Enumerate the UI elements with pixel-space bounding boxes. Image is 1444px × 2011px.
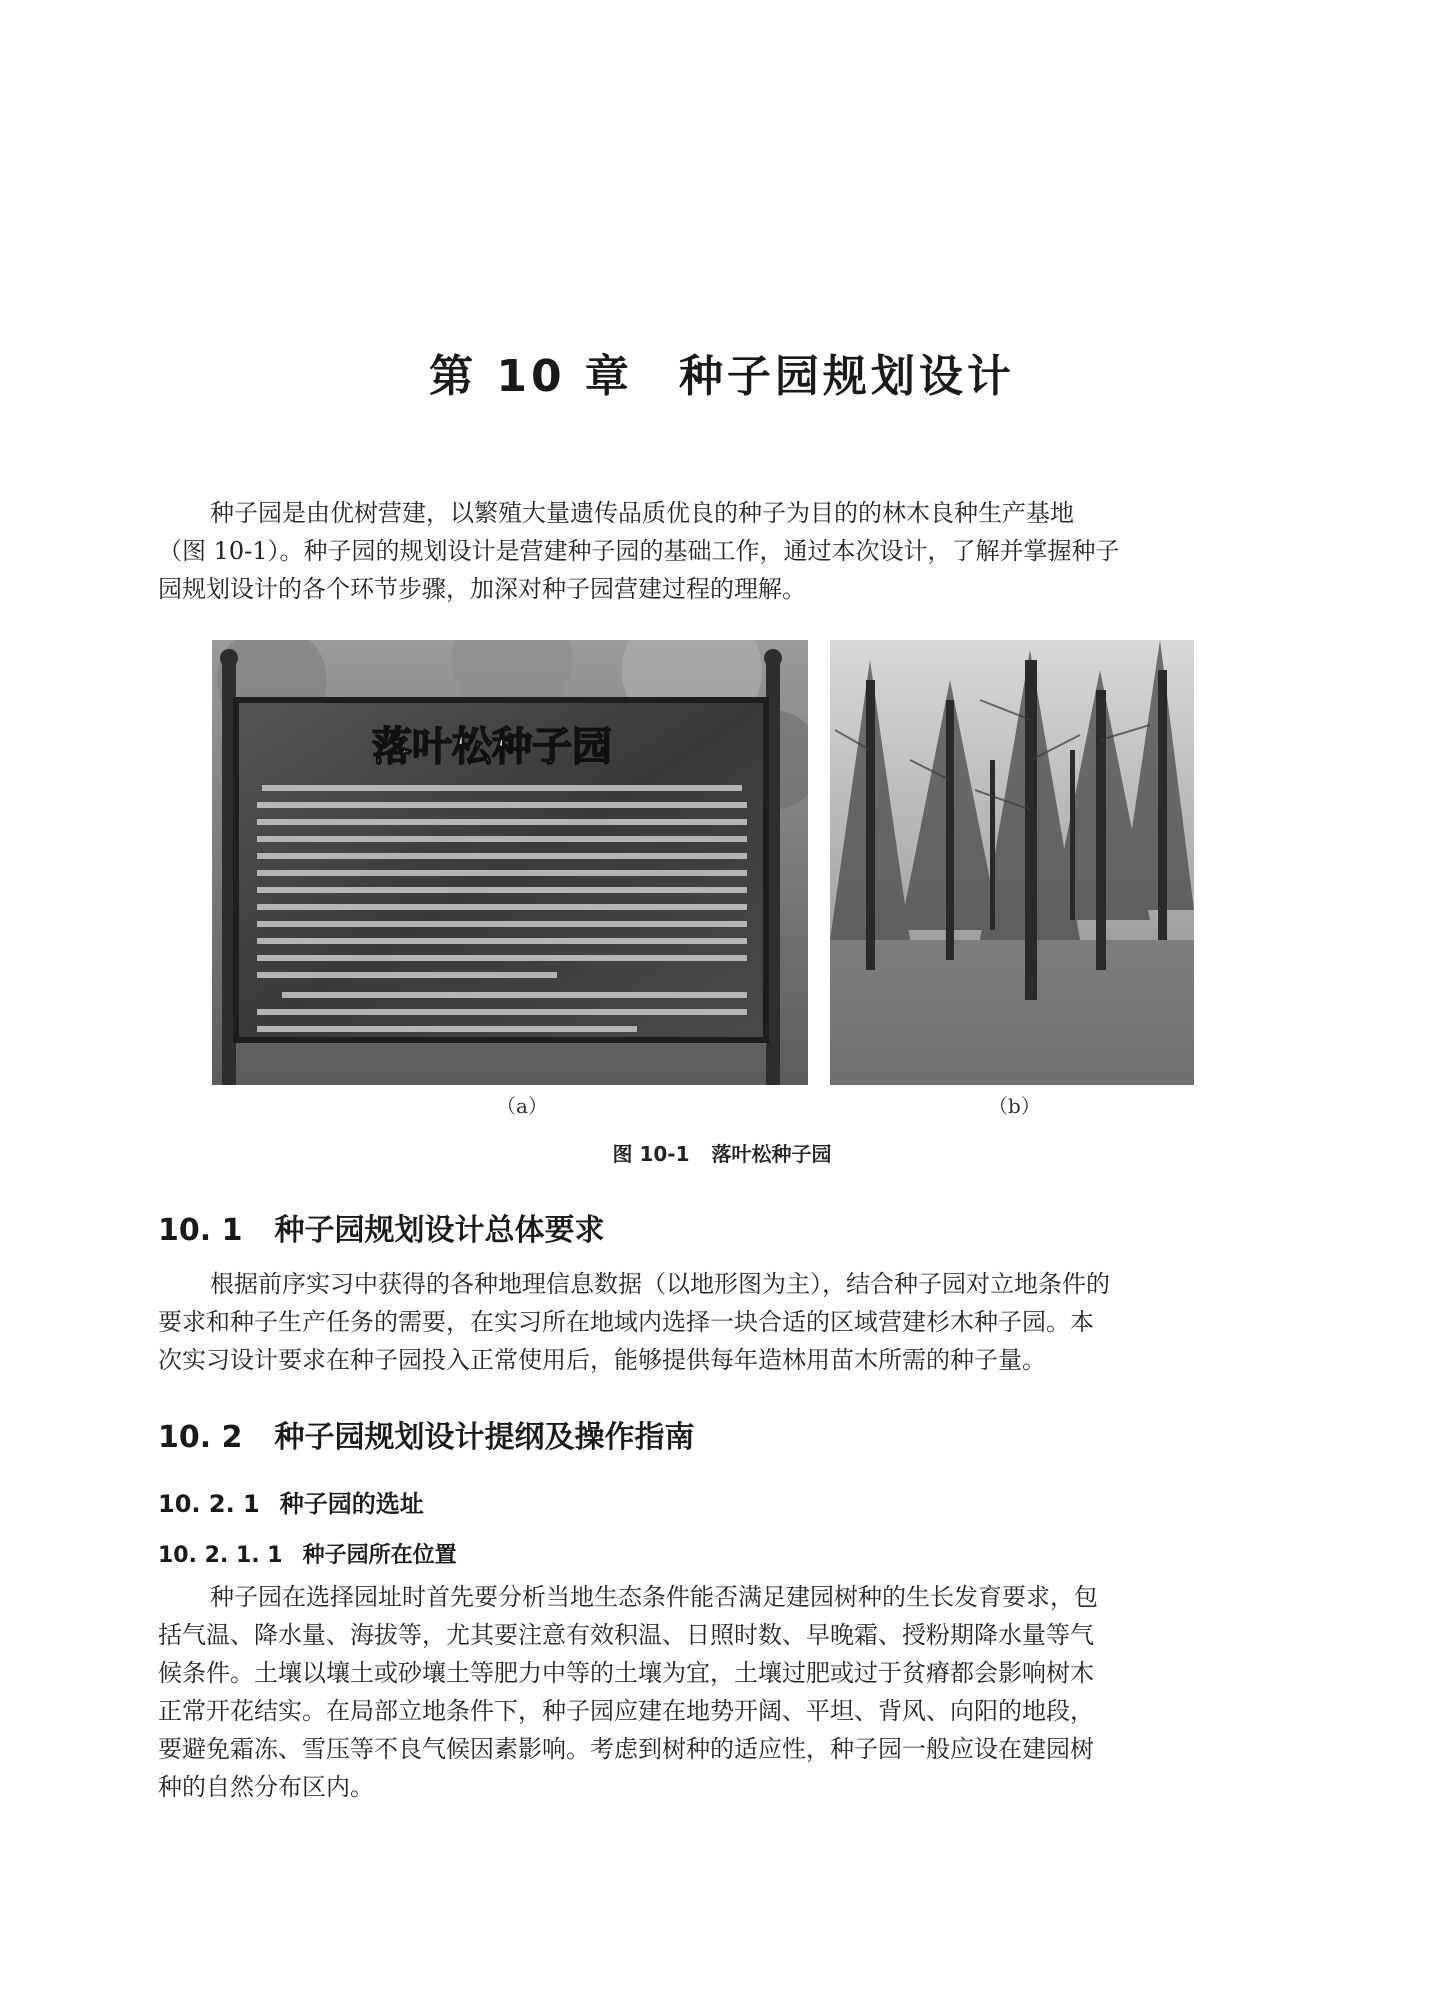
section-heading-10-2-1 [158, 1484, 424, 1519]
section-10-2-1-1-paragraph [158, 1578, 1252, 1806]
larch-forest-illustration [830, 640, 1194, 1085]
figure-10-1 [212, 640, 1194, 1080]
section-heading-10-2 [158, 1412, 694, 1456]
chapter-number: 第 10 章 [429, 351, 633, 402]
section-title: 种子园所在位置 [302, 1543, 457, 1568]
paragraph-line: 根据前序实习中获得的各种地理信息数据（以地形图为主），结合种子园对立地条件的 [210, 1270, 1110, 1298]
chapter-title-text: 种子园规划设计 [678, 351, 1015, 402]
paragraph-line: 种子园在选择园址时首先要分析当地生态条件能否满足建园树种的生长发育要求，包 [210, 1583, 1098, 1611]
sign-illustration [212, 640, 808, 1085]
section-title: 种子园规划设计提纲及操作指南 [274, 1420, 695, 1455]
section-title: 种子园的选址 [279, 1490, 424, 1518]
section-heading-10-2-1-1 [158, 1538, 457, 1569]
section-heading-10-1 [158, 1205, 604, 1249]
paragraph-line: 括气温、降水量、海拔等，尤其要注意有效积温、日照时数、早晚霜、授粉期降水量等气 [158, 1621, 1094, 1649]
paragraph-line: 种的自然分布区内。 [158, 1773, 374, 1801]
sign-title: 落叶松种子园 [372, 724, 612, 770]
section-number: 10. 2. 1. 1 [158, 1543, 283, 1568]
figure-caption [0, 1138, 1444, 1167]
paragraph-line: 次实习设计要求在种子园投入正常使用后，能够提供每年造林用苗木所需的种子量。 [158, 1346, 1046, 1374]
paragraph-line: 要求和种子生产任务的需要，在实习所在地域内选择一块合适的区域营建杉木种子园。本 [158, 1308, 1094, 1336]
section-number: 10. 2. 1 [158, 1490, 260, 1518]
chapter-title [0, 340, 1444, 404]
photo-seed-orchard-sign [212, 640, 808, 1085]
intro-line: 园规划设计的各个环节步骤，加深对种子园营建过程的理解。 [158, 575, 806, 603]
section-10-1-paragraph [158, 1265, 1252, 1379]
intro-line: 种子园是由优树营建，以繁殖大量遗传品质优良的种子为目的的林木良种生产基地 [210, 499, 1074, 527]
section-number: 10. 2 [158, 1420, 243, 1455]
section-title: 种子园规划设计总体要求 [274, 1213, 605, 1248]
paragraph-line: 候条件。土壤以壤土或砂壤土等肥力中等的土壤为宜，土壤过肥或过于贫瘠都会影响树木 [158, 1659, 1094, 1687]
intro-line: （图 10-1）。种子园的规划设计是营建种子园的基础工作，通过本次设计，了解并掌握种子 [158, 537, 1120, 565]
figure-caption-number: 图 10-1 [612, 1142, 690, 1166]
subfigure-label-a: （a） [496, 1094, 548, 1118]
section-number: 10. 1 [158, 1213, 243, 1248]
subfigure-label-b: （b） [988, 1094, 1041, 1118]
intro-paragraph [158, 494, 1252, 608]
paragraph-line: 正常开花结实。在局部立地条件下，种子园应建在地势开阔、平坦、背风、向阳的地段， [158, 1697, 1094, 1725]
photo-larch-trees [830, 640, 1194, 1085]
figure-caption-text: 落叶松种子园 [711, 1142, 832, 1166]
paragraph-line: 要避免霜冻、雪压等不良气候因素影响。考虑到树种的适应性，种子园一般应设在建园树 [158, 1735, 1094, 1763]
